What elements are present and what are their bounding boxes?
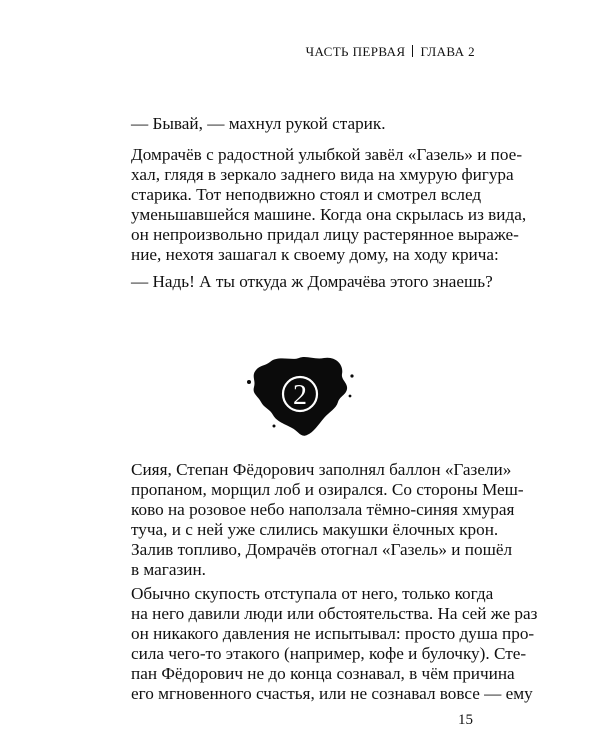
ink-speck — [247, 380, 251, 384]
text-line: он никакого давления не испытывал: просто душа про- — [131, 624, 535, 643]
ink-speck — [350, 374, 353, 377]
header-chapter: ГЛАВА 2 — [420, 44, 475, 59]
text-line: ние, нехотя зашагал к своему дому, на ходу крича: — [131, 245, 499, 264]
text-line: Обычно скупость отступала от него, только когда — [131, 584, 494, 603]
text-line: пропаном, морщил лоб и озирался. Со стороны Меш- — [131, 480, 524, 499]
text-line: Сияя, Степан Фёдорович заполнял баллон «Газели» — [131, 460, 512, 479]
text-line: в магазин. — [131, 560, 206, 579]
text-line: пан Фёдорович не до конца сознавал, в чём причина — [131, 664, 515, 683]
text-line: он непроизвольно придал лицу растерянное выраже- — [131, 225, 519, 244]
ink-speck — [349, 395, 352, 398]
chapter-number-marker — [244, 352, 356, 442]
text-line: Залив топливо, Домрачёв отогнал «Газель» и пошёл — [131, 540, 513, 559]
text-line: — Надь! А ты откуда ж Домрачёва этого знаешь? — [131, 272, 493, 291]
running-header — [306, 44, 475, 60]
ink-speck — [273, 425, 276, 428]
text-line: Домрачёв с радостной улыбкой завёл «Газель» и пое- — [131, 145, 523, 164]
header-separator — [412, 45, 413, 57]
text-line: уменьшавшейся машине. Когда она скрылась из вида, — [131, 205, 527, 224]
text-line: на него давили люди или обстоятельства. На сей же раз — [131, 604, 538, 623]
text-line: сила чего-то этакого (например, кофе и булочку). Сте- — [131, 644, 527, 663]
text-line: — Бывай, — махнул рукой старик. — [131, 114, 386, 133]
text-line: его мгновенного счастья, или не сознавал вовсе — ему — [131, 684, 533, 703]
text-line: туча, и с ней уже слились макушки ёлочных крон. — [131, 520, 499, 539]
page-number: 15 — [458, 712, 473, 728]
header-part: ЧАСТЬ ПЕРВАЯ — [305, 44, 406, 59]
text-line: ково на розовое небо наползала тёмно-синяя хмурая — [131, 500, 515, 519]
text-line: хал, глядя в зеркало заднего вида на хмурую фигура — [131, 165, 514, 184]
chapter-number: 2 — [293, 380, 307, 411]
text-line: старика. Тот неподвижно стоял и смотрел вслед — [131, 185, 482, 204]
